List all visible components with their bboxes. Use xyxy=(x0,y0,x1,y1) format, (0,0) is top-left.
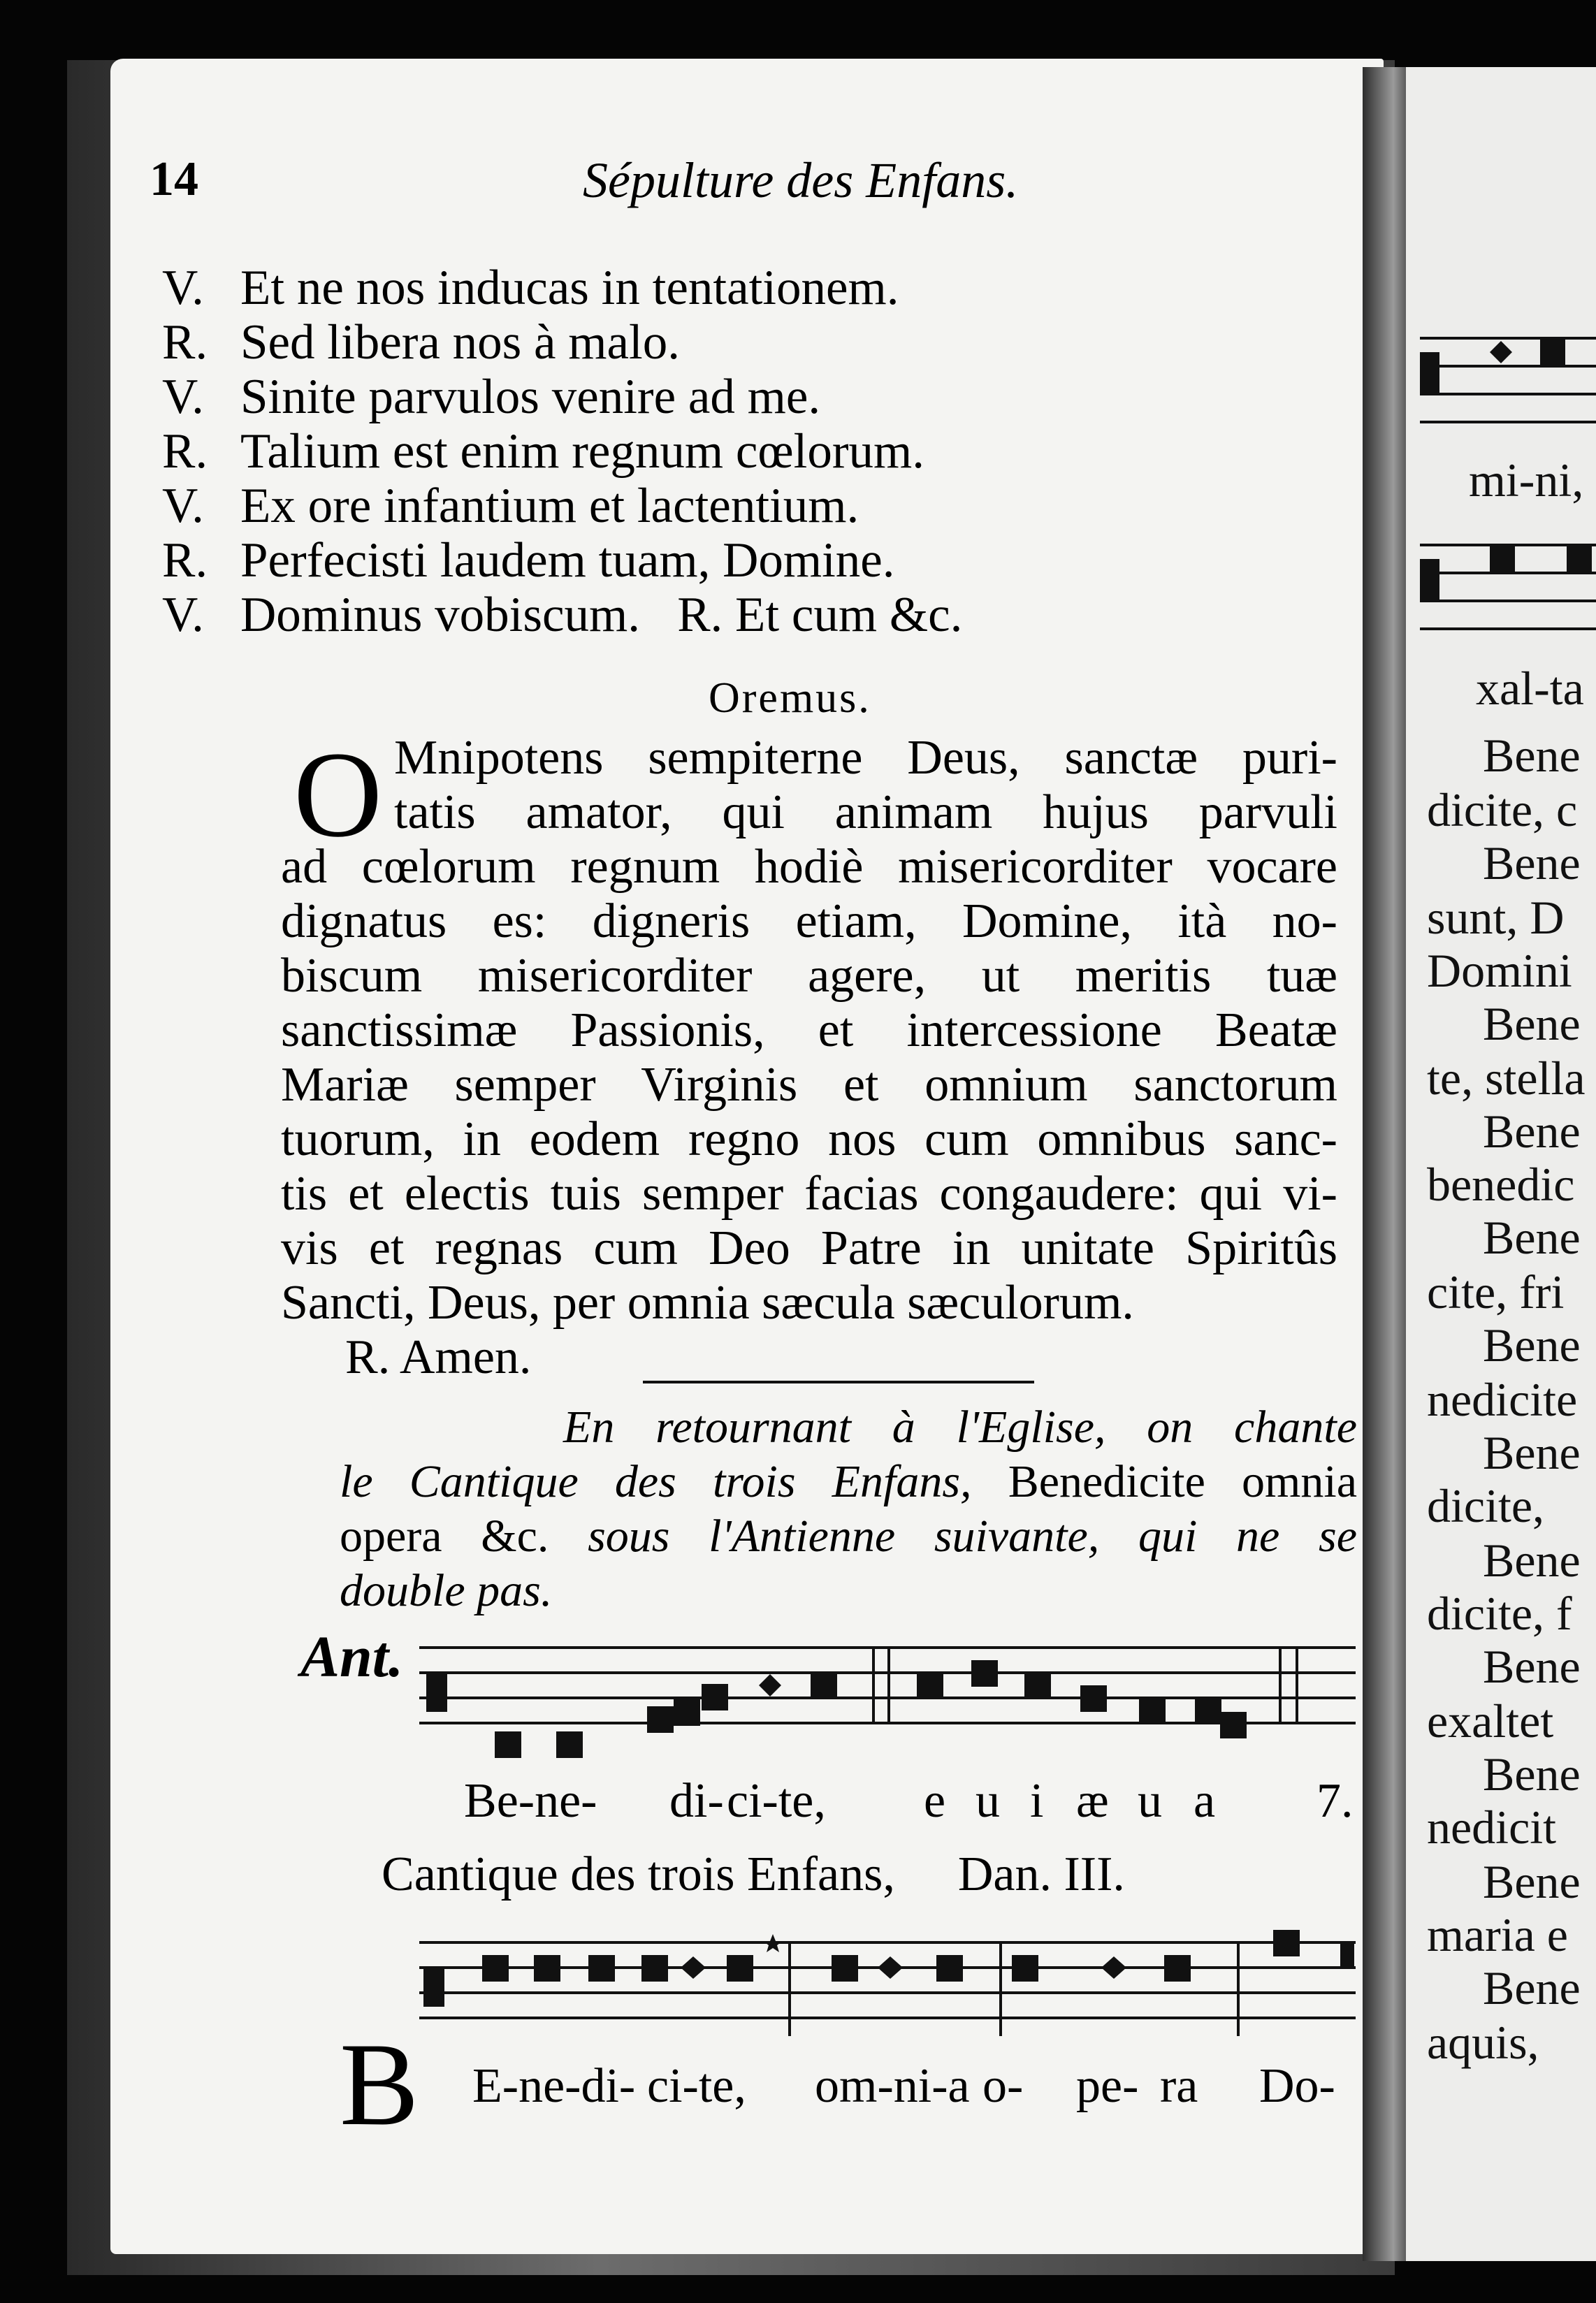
prayer-line: vis et regnas cum Deo Patre in unitate Spiritûs xyxy=(281,1221,1337,1275)
amen-response: R. Amen. xyxy=(345,1330,532,1384)
oremus-heading: Oremus. xyxy=(709,674,871,722)
response-line xyxy=(162,314,680,371)
response-label: R. xyxy=(162,533,208,588)
rubric-italic: double pas. xyxy=(340,1565,553,1616)
right-staff-1 xyxy=(1420,338,1596,450)
right-line: aquis, xyxy=(1427,2016,1539,2069)
drop-cap-b: B xyxy=(340,2019,419,2150)
right-line: Bene xyxy=(1483,1534,1581,1587)
collect-prayer xyxy=(281,727,1337,1385)
right-line: Bene xyxy=(1483,1211,1581,1264)
versicle-text: Dominus vobiscum. R. Et cum &c. xyxy=(240,588,963,642)
right-line: Bene xyxy=(1483,836,1581,889)
response-line xyxy=(162,532,895,589)
response-text: Perfecisti laudem tuam, Domine. xyxy=(240,533,895,588)
rubric-italic: le Cantique des trois Enfans, xyxy=(340,1456,972,1507)
right-line: Bene xyxy=(1483,1961,1581,2014)
prayer-line: sanctissimæ Passionis, et intercessione Beatæ xyxy=(281,1003,1337,1057)
prayer-line: biscum misericorditer agere, ut meritis tuæ xyxy=(281,949,1337,1003)
versicle-label: V. xyxy=(162,479,204,533)
right-line: xal-ta xyxy=(1476,662,1584,715)
prayer-line: Mariæ semper Virginis et omnium sanctorum xyxy=(281,1058,1337,1112)
antiphon-syllable: ci-te, xyxy=(727,1774,826,1828)
antiphon-label: Ant. xyxy=(300,1625,404,1690)
canticle-syllable: E-ne-di- xyxy=(472,2059,636,2113)
right-line: te, stella xyxy=(1427,1052,1586,1105)
antiphon-syllable: a xyxy=(1194,1774,1216,1828)
antiphon-syllable: æ xyxy=(1076,1774,1109,1828)
prayer-line: Mnipotens sempiterne Deus, sanctæ puri- xyxy=(394,731,1337,785)
versicle-label: V. xyxy=(162,588,204,642)
response-text: Sed libera nos à malo. xyxy=(240,315,680,370)
right-line: Bene xyxy=(1483,997,1581,1050)
right-line: Bene xyxy=(1483,1318,1581,1372)
canticle-title xyxy=(382,1847,1125,1901)
right-line: dicite, f xyxy=(1427,1587,1572,1640)
rubric-line xyxy=(340,1455,1357,1509)
right-line: benedic xyxy=(1427,1158,1575,1211)
running-title: Sépulture des Enfans. xyxy=(583,152,1019,208)
prayer-line: dignatus es: digneris etiam, Domine, ità no- xyxy=(281,894,1337,948)
rubric-line xyxy=(340,1509,1357,1564)
canticle-syllable: ci-te, xyxy=(647,2059,746,2113)
right-line: Domini xyxy=(1427,944,1572,997)
right-line: mi-ni, xyxy=(1469,453,1584,507)
right-line: dicite, c xyxy=(1427,783,1578,836)
right-line: dicite, xyxy=(1427,1479,1545,1532)
rubric-italic: sous l'Antienne suivante, qui ne se xyxy=(549,1511,1357,1562)
antiphon-staff xyxy=(419,1645,1356,1757)
antiphon-syllable: e xyxy=(924,1774,946,1828)
canticle-staff xyxy=(419,1931,1356,2036)
canticle-syllable: o- xyxy=(982,2059,1024,2113)
right-line: Bene xyxy=(1483,729,1581,782)
antiphon-syllable: u xyxy=(1138,1774,1162,1828)
rubric xyxy=(340,1400,1357,1618)
antiphon-syllable: di- xyxy=(669,1774,724,1828)
versicle-line xyxy=(162,478,859,535)
rubric-line xyxy=(340,1564,1357,1618)
prayer-line: tis et electis tuis semper facias congaudere: qui vi- xyxy=(281,1167,1337,1221)
canticle-syllable: pe- xyxy=(1076,2059,1139,2113)
antiphon-syllable: i xyxy=(1030,1774,1044,1828)
right-line: cite, fri xyxy=(1427,1265,1565,1318)
right-page-fragment xyxy=(1406,67,1596,2261)
response-label: R. xyxy=(162,315,208,370)
canticle-name: Cantique des trois Enfans, xyxy=(382,1847,895,1901)
canticle-syllable: Do- xyxy=(1259,2059,1335,2113)
versicle-line xyxy=(162,260,899,317)
antiphon-syllable: Be-ne- xyxy=(464,1774,597,1828)
prayer-line: tatis amator, qui animam hujus parvuli xyxy=(394,785,1337,839)
section-rule xyxy=(643,1381,1034,1383)
right-line: nedicit xyxy=(1427,1801,1557,1854)
response-line xyxy=(162,423,924,480)
right-line: Bene xyxy=(1483,1855,1581,1908)
drop-cap-o: O xyxy=(293,727,383,863)
right-line: Bene xyxy=(1483,1640,1581,1693)
right-line: exaltet xyxy=(1427,1694,1554,1748)
versicle-line xyxy=(162,587,962,644)
prayer-line: Sancti, Deus, per omnia sæcula sæculorum. xyxy=(281,1276,1134,1330)
right-line: nedicite xyxy=(1427,1373,1578,1426)
rubric-roman: Benedicite omnia xyxy=(971,1456,1357,1507)
versicle-line xyxy=(162,369,820,426)
versicle-label: V. xyxy=(162,370,204,424)
response-label: R. xyxy=(162,424,208,479)
canticle-syllable: ra xyxy=(1160,2059,1198,2113)
canticle-reference: Dan. III. xyxy=(957,1847,1125,1901)
versicle-text: Ex ore infantium et lactentium. xyxy=(240,479,859,533)
prayer-line: tuorum, in eodem regno nos cum omnibus sanc- xyxy=(281,1112,1337,1166)
rubric-line xyxy=(340,1400,1357,1455)
right-line: maria e xyxy=(1427,1908,1568,1961)
antiphon-syllable: u xyxy=(975,1774,1000,1828)
right-line: sunt, D xyxy=(1427,891,1565,944)
right-staff-2 xyxy=(1420,545,1596,657)
response-text: Talium est enim regnum cœlorum. xyxy=(240,424,924,479)
rubric-roman: opera &c. xyxy=(340,1511,549,1562)
prayer-line: ad cœlorum regnum hodiè misericorditer vocare xyxy=(281,840,1337,894)
right-line: Bene xyxy=(1483,1105,1581,1158)
page-number: 14 xyxy=(150,152,198,206)
versicle-label: V. xyxy=(162,261,204,315)
rubric-italic: En retournant à l'Eglise, on chante xyxy=(563,1402,1357,1453)
right-line: Bene xyxy=(1483,1748,1581,1801)
antiphon-mode: 7. xyxy=(1316,1774,1354,1828)
versicle-text: Et ne nos inducas in tentationem. xyxy=(240,261,899,315)
versicle-text: Sinite parvulos venire ad me. xyxy=(240,370,821,424)
right-line: Bene xyxy=(1483,1426,1581,1479)
canticle-syllable: om-ni-a xyxy=(815,2059,970,2113)
